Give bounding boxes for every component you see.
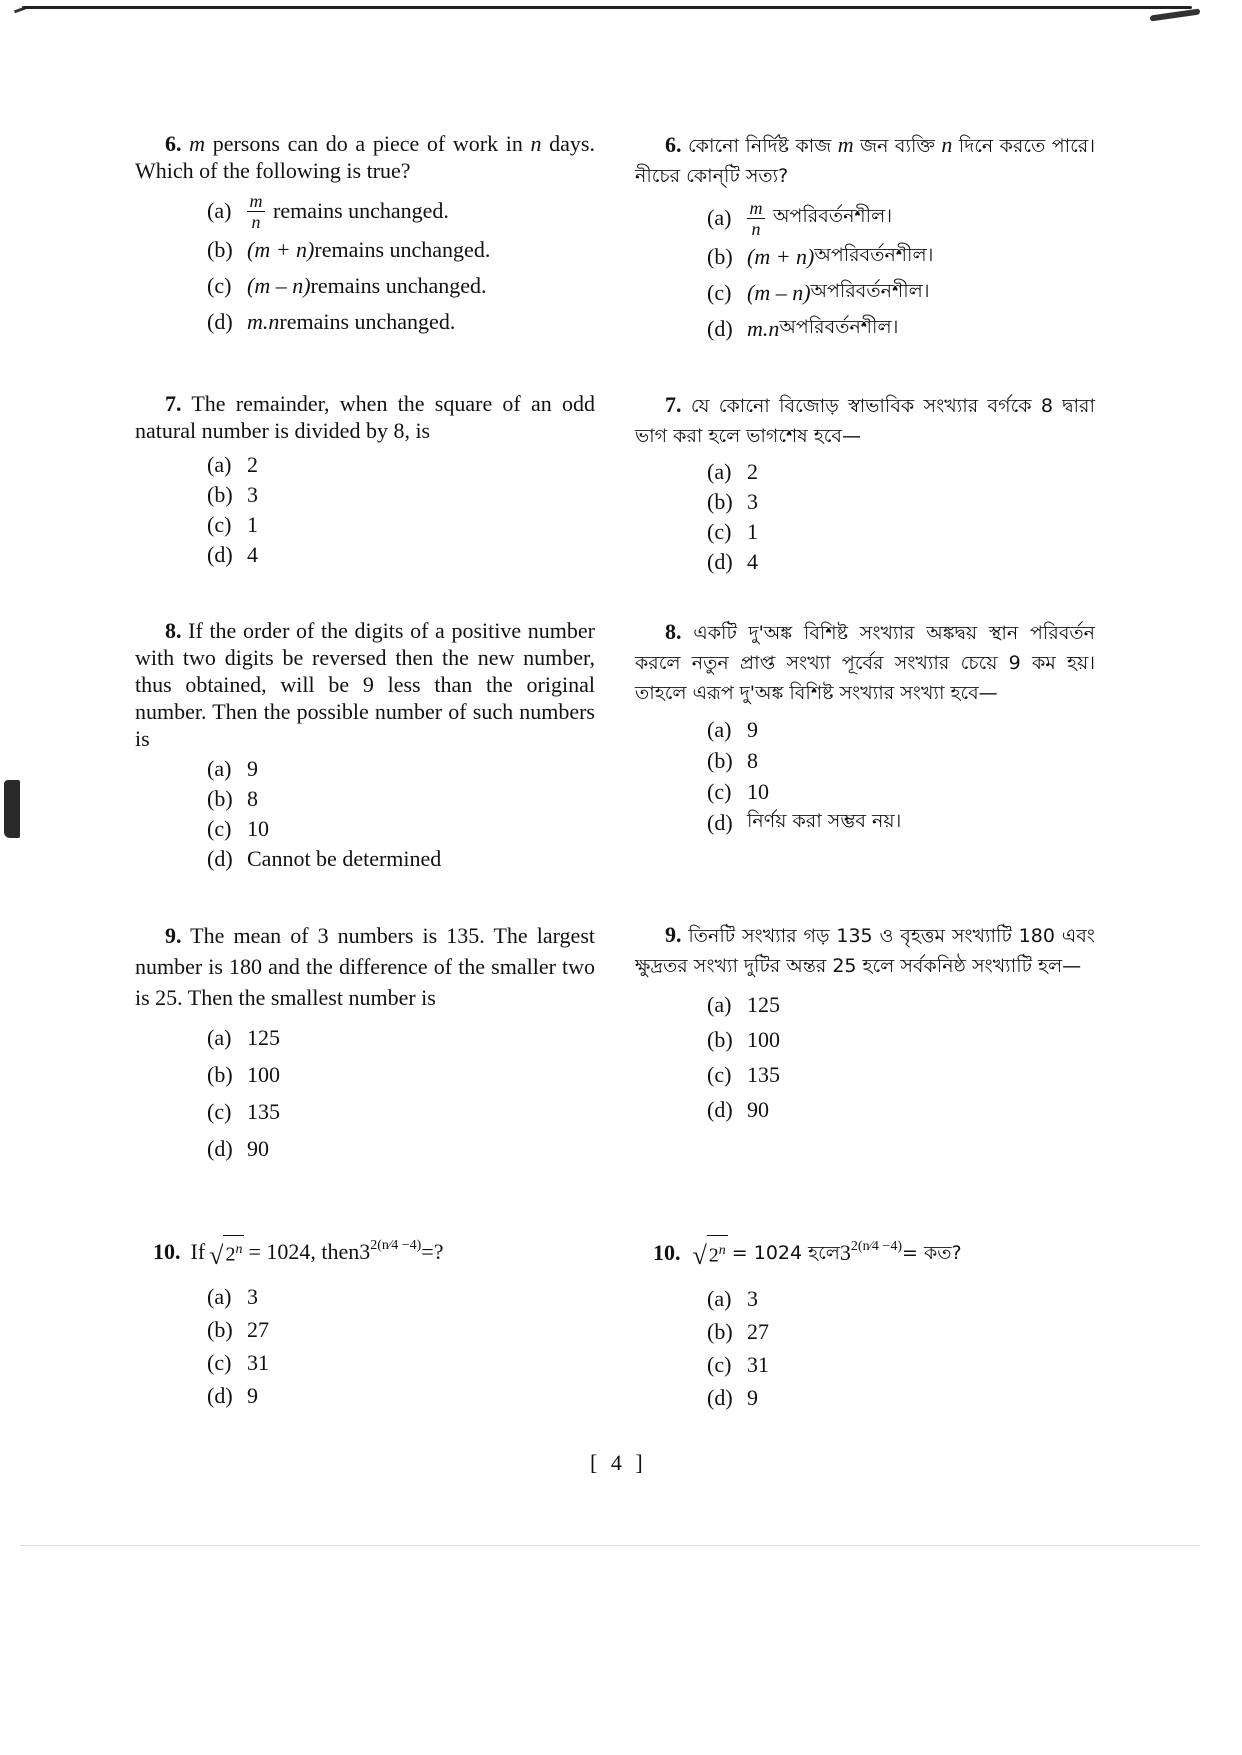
stem-text: = 1024, then	[248, 1239, 360, 1265]
option-label: (d)	[207, 309, 233, 334]
option-label: (a)	[707, 1286, 732, 1312]
option-label: (c)	[707, 519, 732, 544]
question-7-en	[135, 390, 595, 570]
option-label: (c)	[207, 1350, 232, 1376]
option-d[interactable]	[207, 540, 595, 570]
radicand-exponent: n	[718, 1243, 726, 1258]
option-d[interactable]	[707, 1092, 1095, 1127]
question-stem	[135, 390, 595, 444]
power-exponent: 2(n⁄4 −4)	[850, 1238, 902, 1254]
stem-text: = 1024 হলে	[731, 1241, 840, 1264]
option-label: (d)	[207, 1135, 233, 1161]
option-text: 4	[247, 542, 258, 567]
option-b[interactable]	[207, 232, 595, 268]
radicand-exponent: n	[235, 1242, 243, 1257]
option-text: অপরিবর্তনশীল।	[779, 316, 899, 338]
fraction-denominator: n	[751, 218, 761, 239]
options-list	[207, 754, 595, 874]
option-label: (a)	[707, 459, 732, 484]
option-d[interactable]	[707, 1382, 1095, 1415]
var-m: m	[837, 132, 854, 157]
option-text: 125	[747, 991, 780, 1017]
page-bottom-rule	[20, 1545, 1200, 1546]
option-b[interactable]	[707, 745, 1095, 776]
power-base: 3	[839, 1239, 851, 1265]
option-expression: (m – n)	[247, 273, 311, 298]
option-label: (a)	[707, 716, 732, 742]
var-m: m	[189, 131, 206, 156]
question-number: 7.	[665, 392, 682, 417]
option-text: অপরিবর্তনশীল।	[810, 280, 930, 302]
option-expression: m.n	[747, 316, 780, 341]
option-text: 31	[247, 1350, 269, 1376]
option-text: remains unchanged.	[279, 309, 456, 334]
option-text: 2	[247, 452, 258, 477]
option-label: (c)	[707, 1352, 732, 1378]
option-a[interactable]	[707, 714, 1095, 745]
option-text: 27	[247, 1317, 269, 1343]
stem-text: কোনো নির্দিষ্ট কাজ	[681, 135, 838, 157]
option-text: অপরিবর্তনশীল।	[814, 244, 934, 266]
option-c[interactable]	[207, 1347, 595, 1380]
option-a[interactable]	[707, 1283, 1095, 1316]
question-stem	[635, 390, 1095, 451]
question-number: 9.	[665, 922, 682, 947]
option-a[interactable]	[207, 450, 595, 480]
option-expression: (m + n)	[247, 237, 315, 262]
option-label: (a)	[707, 991, 732, 1017]
question-stem	[635, 617, 1095, 708]
option-c[interactable]	[207, 268, 595, 304]
radicand-base: 2	[225, 1243, 236, 1266]
option-label: (b)	[207, 786, 233, 811]
question-number: 8.	[665, 619, 682, 644]
option-label: (d)	[707, 809, 733, 835]
page-top-rule	[22, 6, 1192, 9]
var-n: n	[530, 131, 542, 156]
option-c[interactable]	[707, 275, 1095, 311]
question-number: 10.	[153, 1239, 181, 1265]
option-expression: (m – n)	[747, 280, 811, 305]
option-d[interactable]	[207, 1130, 595, 1167]
option-text: 135	[247, 1098, 280, 1124]
option-text: 8	[747, 747, 758, 773]
question-stem	[635, 920, 1095, 981]
options-list	[207, 190, 595, 340]
option-label: (d)	[207, 1383, 233, 1409]
option-text: অপরিবর্তনশীল।	[773, 205, 893, 227]
var-n: n	[941, 132, 953, 157]
option-text: 90	[747, 1096, 769, 1122]
option-c[interactable]	[707, 776, 1095, 807]
scan-edge-mark	[4, 780, 20, 838]
options-list	[207, 1281, 595, 1413]
question-6-en	[135, 130, 595, 340]
option-d[interactable]	[707, 311, 1095, 347]
option-label: (d)	[207, 542, 233, 567]
options-list	[707, 457, 1095, 577]
options-list	[207, 450, 595, 570]
question-9-bn	[635, 920, 1095, 1127]
option-text: 100	[247, 1061, 280, 1087]
option-label: (b)	[707, 1026, 733, 1052]
stem-text: জন ব্যক্তি	[853, 135, 942, 157]
option-a[interactable]	[707, 987, 1095, 1022]
option-label: (c)	[707, 778, 732, 804]
option-label: (c)	[207, 816, 232, 841]
question-10-en	[135, 1235, 595, 1413]
fraction	[747, 198, 765, 239]
option-text: 9	[247, 756, 258, 781]
option-text: 4	[747, 549, 758, 574]
power-exponent: 2(n⁄4 −4)	[370, 1238, 422, 1254]
square-root: √ 2$^n$	[209, 1235, 244, 1269]
option-text: 31	[747, 1352, 769, 1378]
option-a[interactable]	[207, 754, 595, 784]
option-text: 2	[747, 459, 758, 484]
question-stem	[135, 617, 595, 752]
question-stem	[135, 920, 595, 1013]
option-b[interactable]	[707, 239, 1095, 275]
stem-text: একটি দু'অঙ্ক বিশিষ্ট সংখ্যার অঙ্কদ্বয় স্থান পরিবর্তন করলে নতুন প্রাপ্ত সংখ্যা পূর্বের সংখ্যার চেয়ে 9 কম হয়। তাহলে এরূপ দু'অঙ্ক বিশিষ্ট সংখ্যার সংখ্যা হবে—	[635, 622, 1095, 704]
option-label: (a)	[207, 198, 232, 223]
option-b[interactable]	[207, 1314, 595, 1347]
option-label: (c)	[707, 1061, 732, 1087]
stem-text: If	[190, 1239, 206, 1265]
stem-text: If the order of the digits of a positive number with two digits be reversed then the new number, thus obtained, will be 9 less than the original number. Then the possible number of such numbers is	[135, 618, 595, 751]
stem-text: যে কোনো বিজোড় স্বাভাবিক সংখ্যার বর্গকে 8 দ্বারা ভাগ করা হলে ভাগশেষ হবে—	[635, 395, 1095, 447]
option-label: (a)	[207, 1024, 232, 1050]
fraction-denominator: n	[251, 211, 261, 232]
stem-text: তিনটি সংখ্যার গড় 135 ও বৃহত্তম সংখ্যাটি 180 এবং ক্ষুদ্রতর সংখ্যা দুটির অন্তর 25 হলে সর্বকনিষ্ঠ সংখ্যাটি হল—	[635, 925, 1095, 977]
options-list	[707, 714, 1095, 838]
question-6-bn	[635, 130, 1095, 347]
option-expression: (m + n)	[747, 244, 815, 269]
option-label: (d)	[207, 846, 233, 871]
stem-text: = কত?	[901, 1241, 962, 1264]
question-stem	[635, 130, 1095, 191]
option-text: 9	[247, 1383, 258, 1409]
option-label: (a)	[207, 756, 232, 781]
option-text: 8	[247, 786, 258, 811]
option-text: remains unchanged.	[310, 273, 487, 298]
option-text: 10	[747, 778, 769, 804]
option-text: 9	[747, 1385, 758, 1411]
option-b[interactable]	[707, 487, 1095, 517]
option-text: নির্ণয় করা সম্ভব নয়।	[747, 809, 902, 832]
option-text: 1	[747, 519, 758, 544]
page-top-rule-tail	[1150, 8, 1200, 21]
option-label: (c)	[707, 280, 732, 305]
question-number: 8.	[165, 618, 182, 643]
option-text: 27	[747, 1319, 769, 1345]
fraction-numerator: m	[249, 190, 263, 211]
question-number: 7.	[165, 391, 182, 416]
question-number: 6.	[665, 132, 682, 157]
option-c[interactable]	[707, 517, 1095, 547]
radicand-base: 2	[708, 1244, 719, 1267]
option-text: remains unchanged.	[273, 198, 449, 223]
stem-text: persons can do a piece of work in	[205, 131, 531, 156]
option-c[interactable]	[207, 814, 595, 844]
option-expression: m.n	[247, 309, 280, 334]
question-9-en	[135, 920, 595, 1167]
option-label: (b)	[707, 747, 733, 773]
options-list	[207, 1019, 595, 1167]
option-d[interactable]	[707, 807, 1095, 838]
options-list	[707, 1283, 1095, 1415]
option-text: 9	[747, 716, 758, 742]
option-a[interactable]	[707, 457, 1095, 487]
option-label: (a)	[207, 452, 232, 477]
question-8-en	[135, 617, 595, 874]
option-d[interactable]	[207, 304, 595, 340]
question-stem	[653, 1235, 1095, 1271]
question-number: 6.	[165, 131, 182, 156]
option-label: (c)	[207, 512, 232, 537]
power-base: 3	[359, 1239, 371, 1265]
question-number: 9.	[165, 923, 182, 948]
option-label: (b)	[207, 237, 233, 262]
option-text: Cannot be determined	[247, 846, 442, 871]
option-a[interactable]	[207, 190, 595, 232]
option-text: 3	[747, 1286, 758, 1312]
question-number: 10.	[653, 1239, 681, 1265]
option-label: (d)	[707, 1385, 733, 1411]
square-root: √ 2$^n$	[693, 1235, 728, 1271]
question-10-bn	[635, 1235, 1095, 1415]
option-label: (d)	[707, 549, 733, 574]
option-b[interactable]	[207, 784, 595, 814]
option-text: 10	[247, 816, 269, 841]
stem-text: দিনে করতে পারে। নীচের কোন্‌টি সত্য?	[635, 135, 1096, 187]
option-label: (d)	[707, 316, 733, 341]
option-b[interactable]	[707, 1316, 1095, 1349]
option-text: 1	[247, 512, 258, 537]
option-label: (a)	[207, 1284, 232, 1310]
options-list	[707, 197, 1095, 347]
fraction	[247, 191, 265, 232]
page-number: [ 4 ]	[590, 1450, 647, 1475]
option-text: 125	[247, 1024, 280, 1050]
stem-text: =?	[421, 1239, 444, 1265]
option-d[interactable]	[207, 1380, 595, 1413]
question-stem	[153, 1235, 595, 1269]
option-label: (b)	[707, 489, 733, 514]
option-label: (d)	[707, 1096, 733, 1122]
option-text: 135	[747, 1061, 780, 1087]
option-label: (b)	[207, 1061, 233, 1087]
stem-text: The remainder, when the square of an odd natural number is divided by 8, is	[135, 391, 595, 443]
option-text: 90	[247, 1135, 269, 1161]
option-text: remains unchanged.	[314, 237, 491, 262]
option-b[interactable]	[207, 1056, 595, 1093]
option-c[interactable]	[207, 1093, 595, 1130]
stem-text: The mean of 3 numbers is 135. The largest number is 180 and the difference of the smaller two is 25. Then the smallest number is	[135, 923, 595, 1010]
option-a[interactable]	[707, 197, 1095, 239]
question-stem	[135, 130, 595, 184]
option-text: 3	[247, 482, 258, 507]
option-label: (b)	[207, 482, 233, 507]
option-text: 100	[747, 1026, 780, 1052]
option-c[interactable]	[707, 1057, 1095, 1092]
option-label: (a)	[707, 205, 732, 230]
option-label: (b)	[707, 244, 733, 269]
stem-text: days. Which of the following is true?	[135, 131, 595, 183]
option-text: 3	[747, 489, 758, 514]
fraction-numerator: m	[749, 197, 763, 218]
option-label: (c)	[207, 273, 232, 298]
option-b[interactable]	[707, 1022, 1095, 1057]
question-8-bn	[635, 617, 1095, 838]
option-c[interactable]	[207, 510, 595, 540]
option-label: (b)	[707, 1319, 733, 1345]
option-d[interactable]	[707, 547, 1095, 577]
option-a[interactable]	[207, 1281, 595, 1314]
question-7-bn	[635, 390, 1095, 577]
option-b[interactable]	[207, 480, 595, 510]
option-a[interactable]	[207, 1019, 595, 1056]
option-label: (b)	[207, 1317, 233, 1343]
option-d[interactable]	[207, 844, 595, 874]
option-text: 3	[247, 1284, 258, 1310]
option-label: (c)	[207, 1098, 232, 1124]
options-list	[707, 987, 1095, 1127]
option-c[interactable]	[707, 1349, 1095, 1382]
